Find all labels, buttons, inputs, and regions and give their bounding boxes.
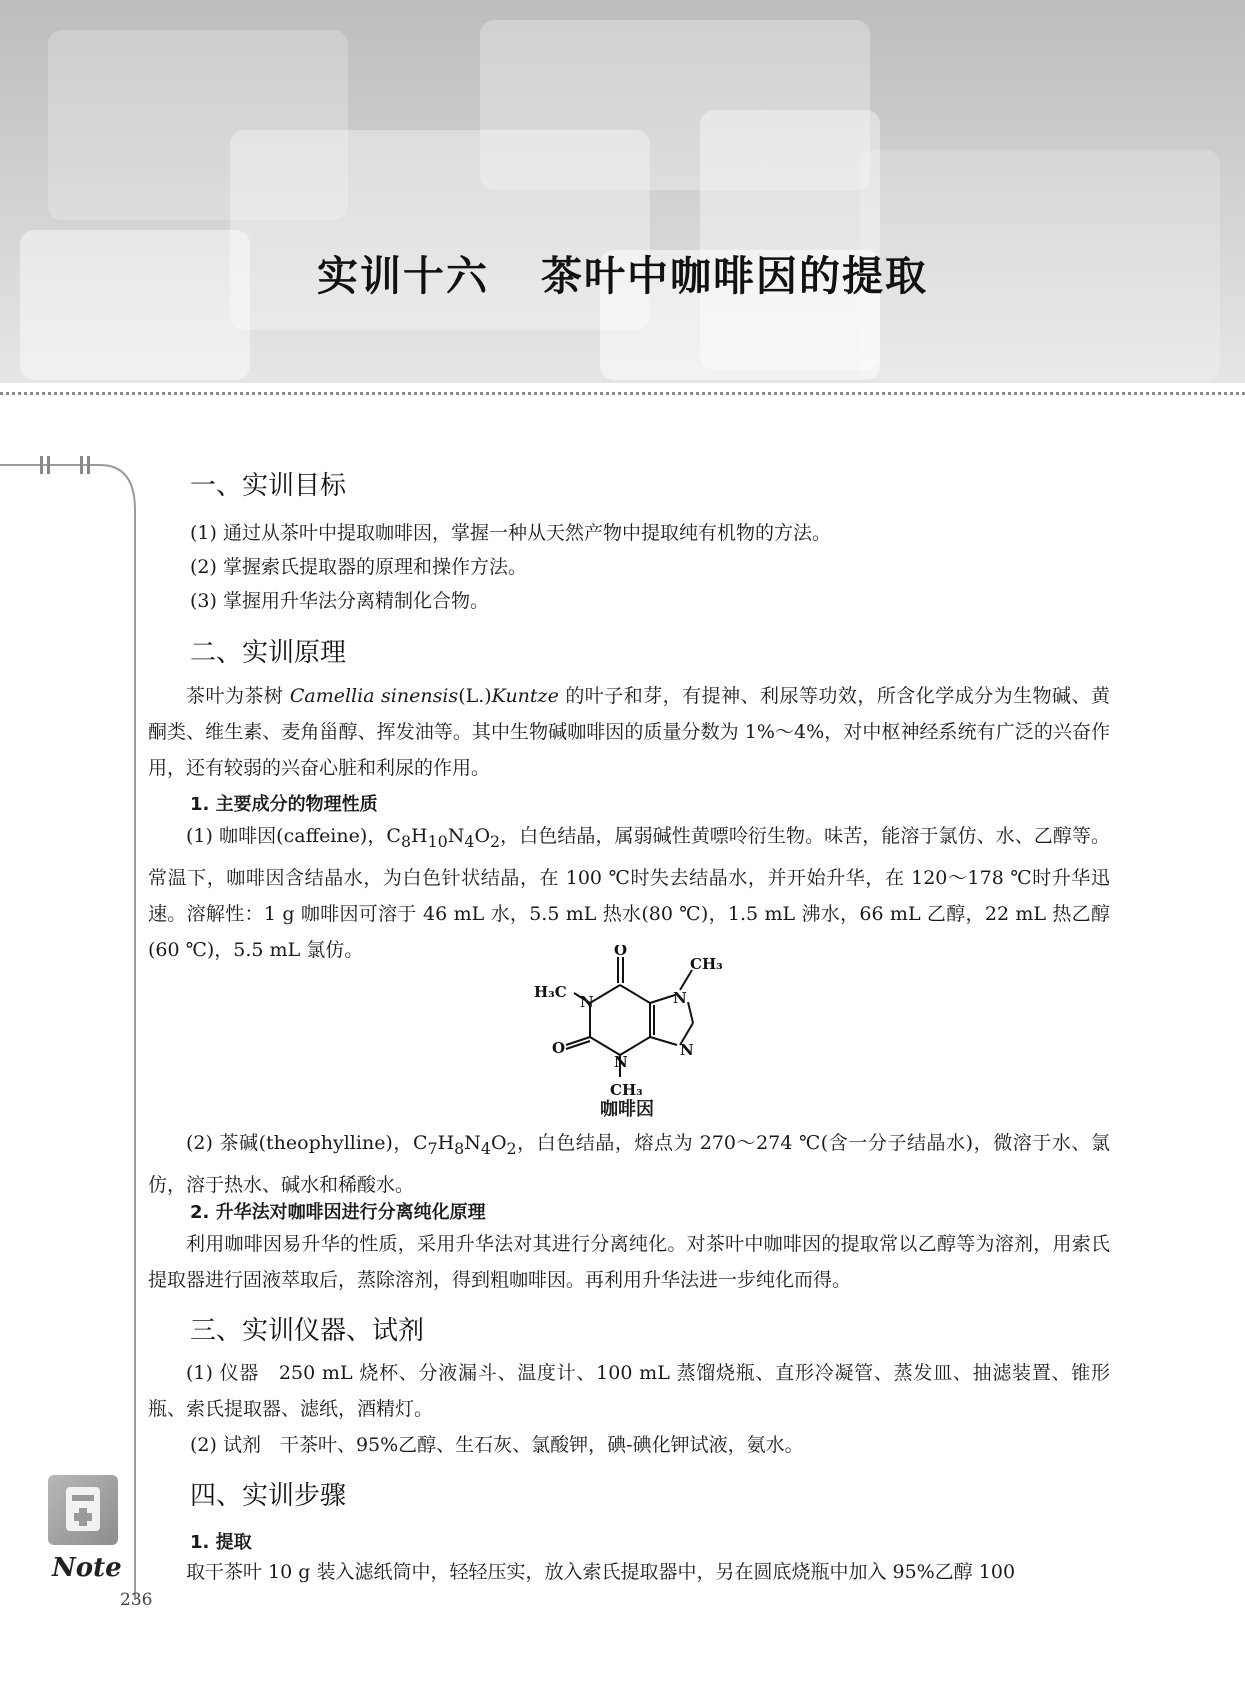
section-heading-principle: 二、实训原理 <box>190 638 347 668</box>
goal-item: (2) 掌握索氏提取器的原理和操作方法。 <box>190 556 527 578</box>
extraction-text: 取干茶叶 10 g 装入滤纸筒中，轻轻压实，放入索氏提取器中，另在圆底烧瓶中加入 95%乙醇 100 <box>186 1561 1016 1583</box>
margin-decoration <box>0 420 140 1600</box>
subheading-extraction: 1. 提取 <box>190 1532 252 1553</box>
structure-caption: 咖啡因 <box>600 1099 654 1120</box>
chapter-number: 实训十六 <box>317 252 489 300</box>
goal-item: (3) 掌握用升华法分离精制化合物。 <box>190 590 489 612</box>
principle-intro: 茶叶为茶树 Camellia sinensis(L.)Kuntze 的叶子和芽，有提神、利尿等功效，所含化学成分为生物碱、黄酮类、维生素、麦角甾醇、挥发油等。其中生物碱咖啡因的质量分数为 1%～4%，对中枢神经系统有广泛的兴奋作用，还有较弱的兴奋心脏和利尿的作用。 <box>148 685 1110 779</box>
header-divider <box>0 392 1245 395</box>
atom-n3: N <box>614 1053 628 1071</box>
goal-item: (1) 通过从茶叶中提取咖啡因，掌握一种从天然产物中提取纯有机物的方法。 <box>190 522 831 544</box>
note-label: Note <box>52 1553 122 1583</box>
theophylline-properties: (2) 茶碱(theophylline)，$C_7H_8N_4O_2$，白色结晶，熔点为 270～274 ℃(含一分子结晶水)，微溶于水、氯仿，溶于热水、碱水和稀酸水。 <box>148 1132 1110 1196</box>
reagent-item: (2) 试剂 干茶叶、95%乙醇、生石灰、氯酸钾，碘-碘化钾试液，氨水。 <box>190 1434 804 1456</box>
chapter-header-banner <box>0 0 1245 383</box>
section-heading-goals: 一、实训目标 <box>190 471 347 501</box>
subheading-sublimation: 2. 升华法对咖啡因进行分离纯化原理 <box>190 1202 486 1223</box>
atom-o-left: O <box>552 1039 566 1057</box>
subheading-properties: 1. 主要成分的物理性质 <box>190 794 378 815</box>
atom-o-top: O <box>614 945 628 959</box>
caffeine-structure <box>530 945 730 1115</box>
caffeine-properties: (1) 咖啡因(caffeine)，$C_8H_{10}N_4O_2$，白色结晶，属弱碱性黄嘌呤衍生物。味苦，能溶于氯仿、水、乙醇等。常温下，咖啡因含结晶水，为白色针状结晶，在 100 ℃时失去结晶水，并开始升华，在 120～178 ℃时升华迅速。溶解性：1 g 咖啡因可溶于 46 mL 水，5.5 mL 热水(80 ℃)，1.5 mL 沸水，66 mL 乙醇，22 mL 热乙醇(60 ℃)，5.5 mL 氯仿。 <box>148 825 1110 961</box>
equipment-item: (1) 仪器 250 mL 烧杯、分液漏斗、温度计、100 mL 蒸馏烧瓶、直形冷凝管、蒸发皿、抽滤装置、锥形瓶、索氏提取器、滤纸，酒精灯。 <box>148 1362 1110 1420</box>
atom-n9: N <box>680 1041 694 1059</box>
atom-n7: N <box>673 989 687 1007</box>
page-number: 236 <box>120 1590 153 1610</box>
atom-n1: N <box>580 993 594 1011</box>
note-icon <box>48 1475 118 1545</box>
atom-h3c-left: H₃C <box>534 983 567 1001</box>
chapter-title <box>0 243 1245 302</box>
atom-ch3-right: CH₃ <box>690 955 723 973</box>
section-heading-equipment: 三、实训仪器、试剂 <box>190 1316 425 1346</box>
atom-ch3-bottom: CH₃ <box>610 1081 643 1099</box>
section-heading-steps: 四、实训步骤 <box>190 1481 347 1511</box>
sublimation-text: 利用咖啡因易升华的性质，采用升华法对其进行分离纯化。对茶叶中咖啡因的提取常以乙醇等为溶剂，用索氏提取器进行固液萃取后，蒸除溶剂，得到粗咖啡因。再利用升华法进一步纯化而得。 <box>148 1233 1110 1291</box>
chapter-name: 茶叶中咖啡因的提取 <box>541 252 928 300</box>
